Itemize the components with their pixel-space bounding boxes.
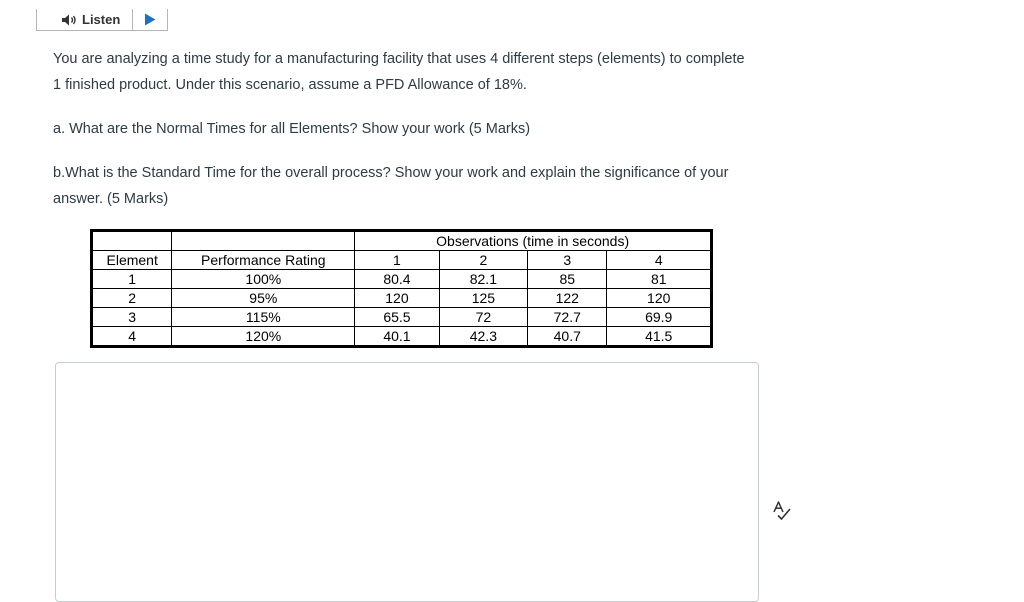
table-cell: 41.5 [607, 327, 712, 347]
listen-toolbar [36, 9, 168, 31]
table-cell: 85 [528, 270, 607, 289]
table-cell: 122 [528, 289, 607, 308]
table-row [92, 308, 712, 327]
question-part-a: a. What are the Normal Times for all Elements? Show your work (5 Marks) [53, 121, 531, 137]
table-cell: 120 [355, 289, 439, 308]
table-cell: 4 [92, 327, 172, 347]
table-cell: 2 [92, 289, 172, 308]
table-row [92, 327, 712, 347]
question-part-b: b.What is the Standard Time for the overall process? Show your work and explain the significance of your answer. (5 Marks) [53, 165, 729, 207]
table-cell: 72 [439, 308, 527, 327]
table-cell: 40.1 [355, 327, 439, 347]
answer-text-area[interactable] [55, 362, 759, 602]
header-observation-2: 2 [439, 251, 527, 270]
table-cell: 80.4 [355, 270, 439, 289]
table-cell: 69.9 [607, 308, 712, 327]
table-cell: 120% [172, 327, 355, 347]
play-icon [144, 13, 156, 26]
table-cell: 72.7 [528, 308, 607, 327]
table-empty-cell [92, 231, 172, 251]
table-cell: 1 [92, 270, 172, 289]
table-cell: 95% [172, 289, 355, 308]
table-row [92, 270, 712, 289]
table-cell: 120 [607, 289, 712, 308]
table-empty-cell [172, 231, 355, 251]
header-observation-3: 3 [528, 251, 607, 270]
table-cell: 82.1 [439, 270, 527, 289]
table-cell: 3 [92, 308, 172, 327]
header-element: Element [92, 251, 172, 270]
table-cell: 125 [439, 289, 527, 308]
table-cell: 115% [172, 308, 355, 327]
spellcheck-icon[interactable] [772, 500, 792, 522]
table-cell: 81 [607, 270, 712, 289]
header-performance-rating: Performance Rating [172, 251, 355, 270]
table-cell: 40.7 [528, 327, 607, 347]
time-study-table [90, 229, 713, 348]
table-cell: 42.3 [439, 327, 527, 347]
listen-label: Listen [82, 12, 121, 27]
table-cell: 100% [172, 270, 355, 289]
play-button[interactable] [133, 9, 167, 30]
question-intro: You are analyzing a time study for a manufacturing facility that uses 4 different steps (elements) to complete 1 finished product. Under this scenario, assume a PFD Allowance of 18%. [53, 51, 745, 93]
observations-header: Observations (time in seconds) [355, 231, 712, 251]
listen-button[interactable] [37, 9, 133, 30]
header-observation-4: 4 [607, 251, 712, 270]
table-group-header-row [92, 231, 712, 251]
table-header-row [92, 251, 712, 270]
header-observation-1: 1 [355, 251, 439, 270]
table-row [92, 289, 712, 308]
speaker-icon [61, 13, 77, 27]
table-cell: 65.5 [355, 308, 439, 327]
